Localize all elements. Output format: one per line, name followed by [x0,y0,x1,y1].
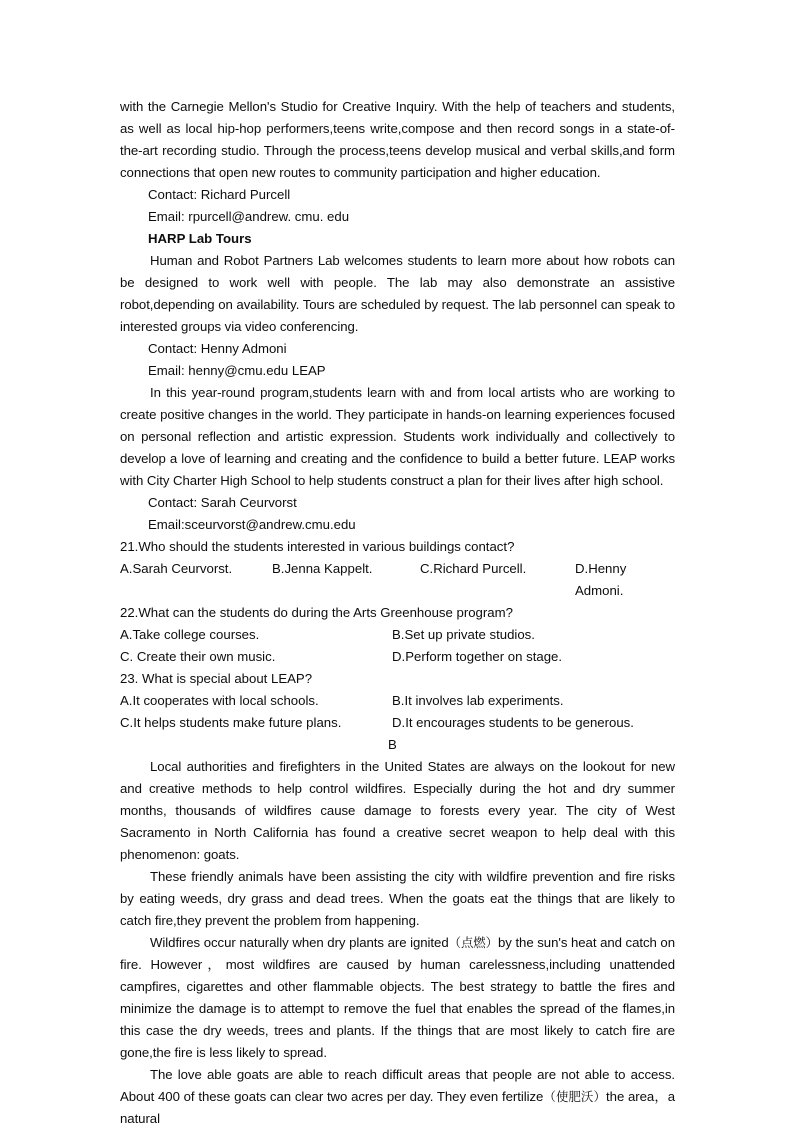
question-21-option-c[interactable]: C.Richard Purcell. [420,561,527,576]
question-21-option-a[interactable]: A.Sarah Ceurvorst. [120,561,233,576]
question-22-options-row-2 [120,646,660,668]
paragraph-leap-body: In this year-round program,students learn with and from local artists who are working to create positive changes in the world. They participate in hands-on learning experiences focused on personal reflection and artistic expression. Students work individually and collectively to develop a love of learning and creating and the confidence to build a better future. LEAP works with City Charter High School to help students construct a plan for their lives after high school. [120,385,675,488]
question-22-option-c[interactable]: C. Create their own music. [120,649,276,664]
heading-harp-lab-tours: HARP Lab Tours [148,231,252,246]
question-21-options [120,558,640,602]
email-line-harp: Email: henny@cmu.edu LEAP [148,363,326,378]
question-21-stem: 21.Who should the students interested in various buildings contact? [120,539,515,554]
passage-b-4-text-part-2: the area，a natural [120,1089,675,1126]
paragraph-passage-b-4 [120,1064,675,1130]
question-22-option-b[interactable]: B.Set up private studios. [392,627,535,642]
contact-line-harp: Contact: Henny Admoni [148,341,287,356]
contact-line-arts-greenhouse: Contact: Richard Purcell [148,187,291,202]
email-line-arts-greenhouse: Email: rpurcell@andrew. cmu. edu [148,209,350,224]
paragraph-passage-b-2: These friendly animals have been assisting the city with wildfire prevention and fire risks by eating weeds, dry grass and dead trees. When the goats eat the things that are likely to catch fire,they prevent the problem from happening. [120,869,675,928]
question-22-options-row-1 [120,624,660,646]
passage-b-4-text-part-1: The love able goats are able to reach difficult areas that people are not able to access. About 400 of these goats can clear two acres per day. They even fertilize [120,1067,675,1104]
question-22-option-d[interactable]: D.Perform together on stage. [392,649,563,664]
question-23-option-d[interactable]: D.It encourages students to be generous. [392,715,634,730]
email-line-leap: Email:sceurvorst@andrew.cmu.edu [148,517,356,532]
question-21-option-b[interactable]: B.Jenna Kappelt. [272,561,373,576]
passage-b-3-text-part-2: by the sun's heat and catch on fire. However，most wildfires are caused by human carelessness,including unattended campfires, cigarettes and other flammable objects. The best strategy to battle the fires and minimize the damage is to attempt to remove the fuel that enables the spread of the flames,in this case the dry weeds, trees and plants. If the things that are most likely to catch fire are gone,the fire is less likely to spread. [120,935,675,1060]
question-23-option-c[interactable]: C.It helps students make future plans. [120,715,342,730]
paragraph-harp-body: Human and Robot Partners Lab welcomes students to learn more about how robots can be designed to work well with people. The lab may also demonstrate an assistive robot,depending on availability. Tours are scheduled by request. The lab personnel can speak to interested groups via video conferencing. [120,253,675,334]
passage-b-3-text-part-1: Wildfires occur naturally when dry plants are ignited [150,935,449,950]
paragraph-passage-b-1: Local authorities and firefighters in the United States are always on the lookout for new and creative methods to help control wildfires. Especially during the hot and dry summer months, thousands of wildfires cause damage to forests every year. The city of West Sacramento in North California has found a creative secret weapon to help deal with this phenomenon: goats. [120,759,675,862]
document-body [120,96,675,1130]
question-22-option-a[interactable]: A.Take college courses. [120,627,260,642]
paragraph-passage-b-3 [120,932,675,1064]
question-23-option-b[interactable]: B.It involves lab experiments. [392,693,564,708]
question-23-stem: 23. What is special about LEAP? [120,671,313,686]
paragraph-arts-greenhouse-continued: with the Carnegie Mellon's Studio for Creative Inquiry. With the help of teachers and students, as well as local hip-hop performers,teens write,compose and then record songs in a state-of-the-art recording studio. Through the process,teens develop musical and verbal skills,and form connections that open new routes to community participation and higher education. [120,99,675,180]
section-marker-b: B [388,737,397,752]
question-23-options-row-1 [120,690,660,712]
question-21-option-d[interactable]: D.Henny Admoni. [575,561,627,598]
contact-line-leap: Contact: Sarah Ceurvorst [148,495,297,510]
question-23-options-row-2 [120,712,660,734]
gloss-fertilize-chinese: （使肥沃） [543,1089,607,1104]
gloss-ignited-chinese: （点燃） [448,935,498,950]
question-22-stem: 22.What can the students do during the Arts Greenhouse program? [120,605,513,620]
question-23-option-a[interactable]: A.It cooperates with local schools. [120,693,319,708]
